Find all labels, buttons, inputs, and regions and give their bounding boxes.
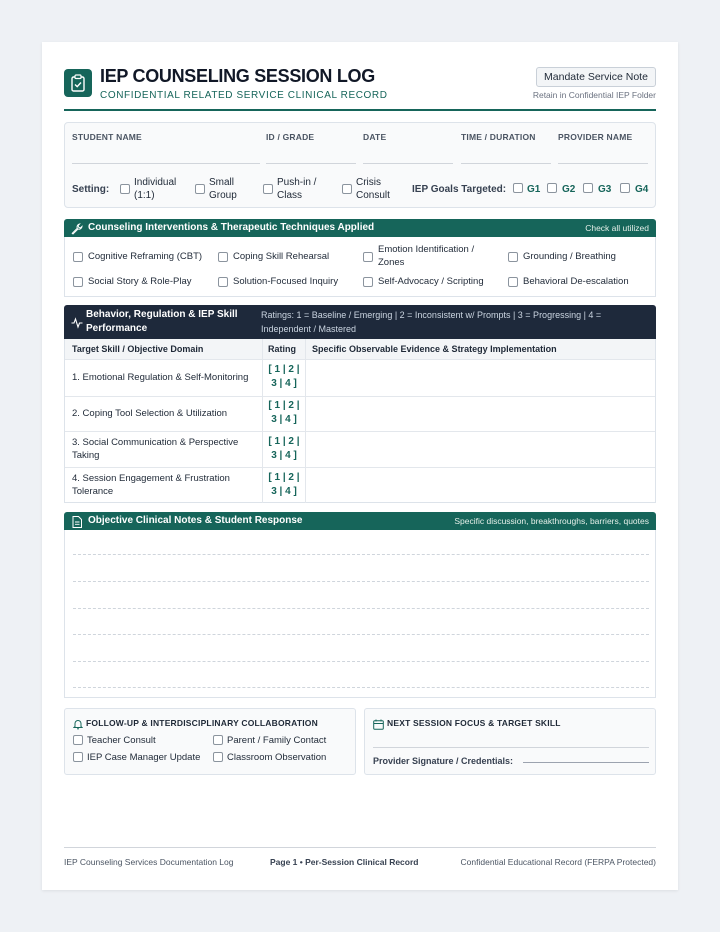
rating-line: 3 | 4 ]	[271, 414, 297, 425]
goal-g4-label: G4	[635, 184, 649, 195]
followup-title: FOLLOW-UP & INTERDISCIPLINARY COLLABORATION	[86, 718, 318, 728]
intervention-checkbox[interactable]	[73, 277, 83, 287]
setting-individual-checkbox[interactable]	[120, 184, 130, 194]
note-line	[73, 687, 649, 688]
calendar-icon	[373, 717, 384, 735]
intervention-checkbox[interactable]	[363, 277, 373, 287]
table-row-skill: 2. Coping Tool Selection & Utilization	[72, 408, 228, 419]
ratings-legend: Ratings: 1 = Baseline / Emerging | 2 = Inconsistent w/ Prompts | 3 = Progressing | 4 = Independent / Mastered	[261, 310, 602, 334]
rating-line: 3 | 4 ]	[271, 450, 297, 461]
column-divider	[305, 339, 306, 503]
header-divider	[64, 109, 656, 111]
footer-right: Confidential Educational Record (FERPA Protected)	[460, 857, 656, 867]
date-label: DATE	[363, 132, 387, 142]
note-line	[73, 554, 649, 555]
rating-line: [ 1 | 2 |	[268, 364, 300, 375]
notes-header	[64, 512, 656, 530]
goal-g2-label: G2	[562, 184, 576, 195]
followup-checkbox[interactable]	[73, 752, 83, 762]
table-row-skill: 1. Emotional Regulation & Self-Monitoring	[72, 372, 249, 383]
followup-label: Classroom Observation	[227, 752, 327, 763]
rating-scale[interactable]	[263, 399, 305, 427]
time-duration-label: TIME / DURATION	[461, 132, 536, 142]
intervention-label: Cognitive Reframing (CBT)	[88, 251, 203, 262]
followup-checkbox[interactable]	[73, 735, 83, 745]
student-info-box	[64, 122, 656, 208]
next-session-card	[364, 708, 656, 775]
iep-goals-label: IEP Goals Targeted:	[412, 184, 507, 195]
page-title: IEP COUNSELING SESSION LOG	[100, 66, 375, 86]
id-grade-field[interactable]	[266, 163, 356, 164]
rating-line: [ 1 | 2 |	[268, 400, 300, 411]
setting-small-group-label: Small Group	[209, 177, 237, 201]
bell-icon	[73, 717, 83, 735]
setting-crisis-label: Crisis Consult	[356, 177, 390, 201]
behavior-header	[64, 305, 656, 339]
mandate-service-note-button[interactable]: Mandate Service Note	[536, 67, 656, 87]
rating-line: [ 1 | 2 |	[268, 436, 300, 447]
note-line	[73, 608, 649, 609]
intervention-checkbox[interactable]	[218, 277, 228, 287]
followup-label: IEP Case Manager Update	[87, 752, 201, 763]
row-divider	[65, 396, 655, 397]
notes-hint: Specific discussion, breakthroughs, barriers, quotes	[454, 516, 649, 526]
setting-crisis-checkbox[interactable]	[342, 184, 352, 194]
activity-icon	[71, 316, 83, 334]
goal-g4-checkbox[interactable]	[620, 183, 630, 193]
goal-g2-checkbox[interactable]	[547, 183, 557, 193]
provider-name-label: PROVIDER NAME	[558, 132, 633, 142]
intervention-checkbox[interactable]	[218, 252, 228, 262]
signature-field[interactable]	[523, 762, 649, 763]
behavior-title: Behavior, Regulation & IEP Skill Performance	[86, 309, 238, 334]
note-line	[73, 581, 649, 582]
row-divider	[65, 431, 655, 432]
col-header-skill: Target Skill / Objective Domain	[72, 344, 204, 354]
intervention-label: Grounding / Breathing	[523, 251, 616, 262]
provider-name-field[interactable]	[558, 163, 648, 164]
next-session-title: NEXT SESSION FOCUS & TARGET SKILL	[387, 718, 561, 728]
rating-scale[interactable]	[263, 471, 305, 499]
student-name-field[interactable]	[72, 163, 260, 164]
next-session-field[interactable]	[373, 747, 649, 748]
col-header-evidence: Specific Observable Evidence & Strategy Implementation	[312, 344, 557, 354]
interventions-note: Check all utilized	[585, 223, 649, 233]
student-name-label: STUDENT NAME	[72, 132, 142, 142]
footer-left: IEP Counseling Services Documentation Log	[64, 857, 234, 867]
goal-g1-checkbox[interactable]	[513, 183, 523, 193]
goal-g3-checkbox[interactable]	[583, 183, 593, 193]
intervention-label: Social Story & Role-Play	[88, 276, 192, 287]
intervention-label: Solution-Focused Inquiry	[233, 276, 339, 287]
setting-small-group-checkbox[interactable]	[195, 184, 205, 194]
id-grade-label: ID / GRADE	[266, 132, 315, 142]
date-field[interactable]	[363, 163, 453, 164]
goal-g1-label: G1	[527, 184, 541, 195]
followup-card	[64, 708, 356, 775]
followup-label: Teacher Consult	[87, 735, 156, 746]
note-line	[73, 661, 649, 662]
retain-note: Retain in Confidential IEP Folder	[532, 90, 656, 100]
intervention-label: Self-Advocacy / Scripting	[378, 276, 484, 287]
table-row-skill: 3. Social Communication & Perspective Taking	[72, 437, 239, 461]
interventions-box	[64, 237, 656, 297]
followup-checkbox[interactable]	[213, 735, 223, 745]
followup-checkbox[interactable]	[213, 752, 223, 762]
goal-g3-label: G3	[598, 184, 612, 195]
intervention-label: Coping Skill Rehearsal	[233, 251, 330, 262]
intervention-checkbox[interactable]	[508, 277, 518, 287]
intervention-checkbox[interactable]	[363, 252, 373, 262]
row-divider	[65, 359, 655, 360]
intervention-checkbox[interactable]	[73, 252, 83, 262]
page-subtitle: CONFIDENTIAL RELATED SERVICE CLINICAL RECORD	[100, 90, 388, 101]
row-divider	[65, 467, 655, 468]
interventions-header	[64, 219, 656, 237]
document-page	[42, 42, 678, 890]
notes-area[interactable]	[64, 530, 656, 698]
setting-label: Setting:	[72, 184, 110, 195]
rating-scale[interactable]	[263, 435, 305, 463]
rating-scale[interactable]	[263, 363, 305, 391]
footer-page: Page 1 • Per-Session Clinical Record	[270, 857, 419, 867]
followup-label: Parent / Family Contact	[227, 735, 327, 746]
signature-label: Provider Signature / Credentials:	[373, 756, 514, 766]
setting-push-in-label: Push-in / Class	[277, 177, 317, 201]
interventions-title: Counseling Interventions & Therapeutic Techniques Applied	[88, 222, 375, 233]
footer-divider	[64, 847, 656, 848]
clipboard-check-icon	[64, 69, 92, 97]
behavior-table	[64, 339, 656, 503]
intervention-label: Emotion Identification / Zones	[378, 244, 475, 268]
table-row-skill: 4. Session Engagement & Frustration Tolerance	[72, 473, 230, 497]
setting-push-in-checkbox[interactable]	[263, 184, 273, 194]
time-duration-field[interactable]	[461, 163, 551, 164]
rating-line: 3 | 4 ]	[271, 378, 297, 389]
notes-title: Objective Clinical Notes & Student Response	[88, 515, 303, 526]
rating-line: 3 | 4 ]	[271, 486, 297, 497]
intervention-checkbox[interactable]	[508, 252, 518, 262]
setting-individual-label: Individual (1:1)	[134, 177, 177, 201]
col-header-rating: Rating	[268, 344, 296, 354]
intervention-label: Behavioral De-escalation	[523, 276, 629, 287]
note-line	[73, 634, 649, 635]
rating-line: [ 1 | 2 |	[268, 472, 300, 483]
